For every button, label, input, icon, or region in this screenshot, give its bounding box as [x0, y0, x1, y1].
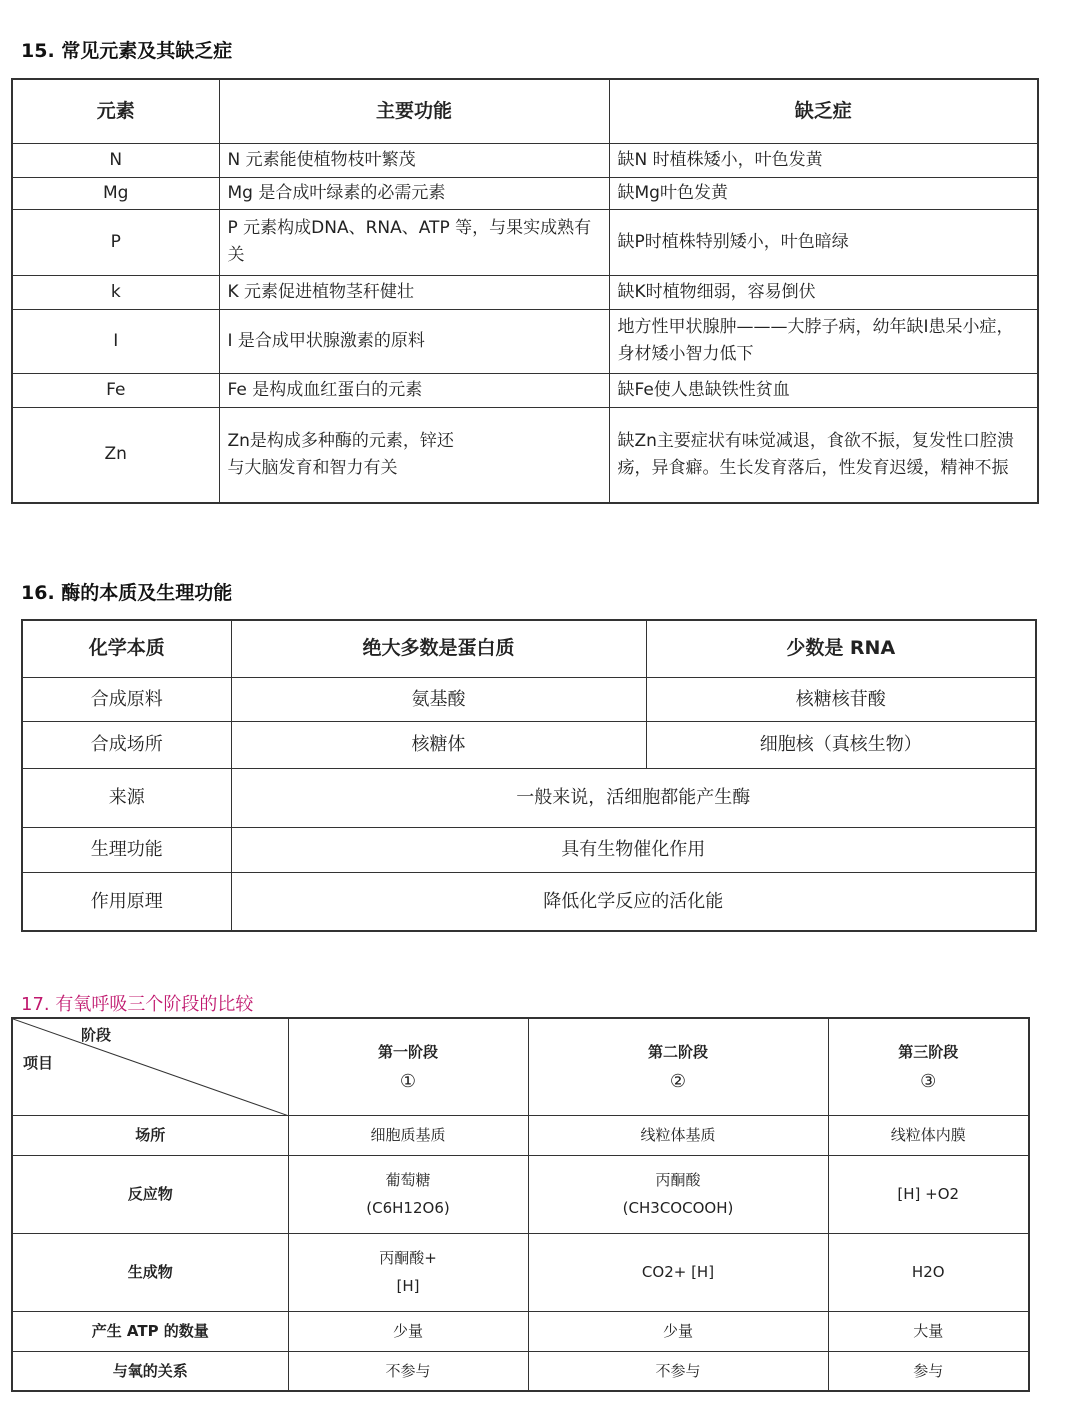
table-row — [22, 768, 1036, 827]
value-line: 葡萄糖 — [385, 1171, 431, 1189]
value-cell: 细胞质基质 — [288, 1115, 528, 1155]
value-cell — [288, 1155, 528, 1233]
value-cell: 少量 — [528, 1311, 828, 1351]
deficiency-cell: 缺Zn主要症状有味觉减退，食欲不振，复发性口腔溃疡，异食癖。生长发育落后，性发育迟缓，精神不振 — [609, 407, 1038, 503]
row-label: 生成物 — [12, 1233, 288, 1311]
function-cell: Fe 是构成血红蛋白的元素 — [219, 373, 609, 407]
header-function: 主要功能 — [219, 79, 609, 143]
table-row — [12, 1115, 1029, 1155]
value-cell: 参与 — [828, 1351, 1029, 1391]
corner-header — [12, 1018, 288, 1115]
diagonal-line — [13, 1019, 289, 1116]
table-row — [22, 872, 1036, 931]
header-chemical-nature: 化学本质 — [22, 620, 231, 677]
corner-item-label: 项目 — [23, 1054, 54, 1072]
stage-1-header — [288, 1018, 528, 1115]
value-cell — [828, 1155, 1029, 1233]
function-cell: Mg 是合成叶绿素的必需元素 — [219, 177, 609, 209]
value-line: (C6H12O6) — [366, 1199, 450, 1217]
table-row — [12, 209, 1038, 275]
value-line: (CH3COCOOH) — [622, 1199, 734, 1217]
row-label: 作用原理 — [22, 872, 231, 931]
rna-cell: 核糖核苷酸 — [646, 677, 1036, 721]
header-rna: 少数是 RNA — [646, 620, 1036, 677]
row-label: 合成场所 — [22, 721, 231, 768]
rna-cell: 细胞核（真核生物） — [646, 721, 1036, 768]
table-row — [22, 721, 1036, 768]
stage-name: 第二阶段 — [647, 1042, 708, 1061]
table-row — [12, 143, 1038, 177]
row-label: 与氧的关系 — [12, 1351, 288, 1391]
stage-number: ② — [669, 1070, 687, 1092]
header-deficiency: 缺乏症 — [609, 79, 1038, 143]
merged-cell: 降低化学反应的活化能 — [231, 872, 1036, 931]
row-label: 反应物 — [12, 1155, 288, 1233]
value-cell: 不参与 — [528, 1351, 828, 1391]
function-cell: N 元素能使植物枝叶繁茂 — [219, 143, 609, 177]
value-cell: 少量 — [288, 1311, 528, 1351]
table-row — [12, 177, 1038, 209]
row-label: 生理功能 — [22, 827, 231, 872]
table-row — [12, 309, 1038, 373]
table-row — [12, 1233, 1029, 1311]
stage-name: 第一阶段 — [377, 1042, 438, 1061]
deficiency-cell: 缺K时植物细弱，容易倒伏 — [609, 275, 1038, 309]
table-row — [22, 677, 1036, 721]
element-cell: N — [12, 143, 219, 177]
function-cell: I 是合成甲状腺激素的原料 — [219, 309, 609, 373]
deficiency-cell: 缺Mg叶色发黄 — [609, 177, 1038, 209]
protein-cell: 核糖体 — [231, 721, 646, 768]
element-cell: P — [12, 209, 219, 275]
table-row — [12, 1155, 1029, 1233]
protein-cell: 氨基酸 — [231, 677, 646, 721]
function-cell: K 元素促进植物茎秆健壮 — [219, 275, 609, 309]
row-label: 产生 ATP 的数量 — [12, 1311, 288, 1351]
table-row — [12, 1311, 1029, 1351]
value-cell: 大量 — [828, 1311, 1029, 1351]
function-cell: Zn是构成多种酶的元素，锌还与大脑发育和智力有关 — [219, 407, 609, 503]
table-row — [22, 827, 1036, 872]
element-cell: I — [12, 309, 219, 373]
table-row — [12, 407, 1038, 503]
deficiency-cell: 地方性甲状腺肿———大脖子病，幼年缺I患呆小症，身材矮小智力低下 — [609, 309, 1038, 373]
respiration-table — [11, 1017, 1030, 1392]
stage-number: ① — [399, 1070, 417, 1092]
row-label: 来源 — [22, 768, 231, 827]
value-line: [H] +O2 — [897, 1185, 960, 1203]
stage-number: ③ — [920, 1070, 937, 1092]
elements-table — [11, 78, 1039, 504]
stage-name: 第三阶段 — [898, 1042, 959, 1061]
stage-2-header — [528, 1018, 828, 1115]
element-cell: Mg — [12, 177, 219, 209]
row-label: 场所 — [12, 1115, 288, 1155]
section-16-title: 16. 酶的本质及生理功能 — [21, 582, 233, 604]
element-cell: k — [12, 275, 219, 309]
deficiency-cell: 缺P时植株特别矮小，叶色暗绿 — [609, 209, 1038, 275]
deficiency-cell: 缺Fe使人患缺铁性贫血 — [609, 373, 1038, 407]
row-label: 合成原料 — [22, 677, 231, 721]
value-cell: 线粒体基质 — [528, 1115, 828, 1155]
merged-cell: 具有生物催化作用 — [231, 827, 1036, 872]
table-row — [12, 275, 1038, 309]
value-cell — [828, 1233, 1029, 1311]
merged-cell: 一般来说，活细胞都能产生酶 — [231, 768, 1036, 827]
header-element: 元素 — [12, 79, 219, 143]
value-cell — [288, 1233, 528, 1311]
element-cell: Fe — [12, 373, 219, 407]
table-row — [12, 373, 1038, 407]
stage-3-header — [828, 1018, 1029, 1115]
corner-stage-label: 阶段 — [81, 1026, 112, 1044]
deficiency-cell: 缺N 时植株矮小，叶色发黄 — [609, 143, 1038, 177]
value-cell — [528, 1233, 828, 1311]
value-line: [H] — [396, 1277, 420, 1295]
enzyme-table — [21, 619, 1037, 932]
value-line: CO2+ [H] — [641, 1263, 715, 1281]
table-row — [12, 1351, 1029, 1391]
element-cell: Zn — [12, 407, 219, 503]
value-cell: 不参与 — [288, 1351, 528, 1391]
value-line: 丙酮酸 — [655, 1171, 701, 1189]
section-17-title: 17. 有氧呼吸三个阶段的比较 — [21, 994, 254, 1015]
value-line: H2O — [911, 1263, 945, 1281]
function-cell: P 元素构成DNA、RNA、ATP 等，与果实成熟有关 — [219, 209, 609, 275]
value-cell — [528, 1155, 828, 1233]
value-cell: 线粒体内膜 — [828, 1115, 1029, 1155]
section-15-title: 15. 常见元素及其缺乏症 — [21, 40, 233, 62]
header-protein: 绝大多数是蛋白质 — [231, 620, 646, 677]
value-line: 丙酮酸+ — [379, 1249, 437, 1267]
